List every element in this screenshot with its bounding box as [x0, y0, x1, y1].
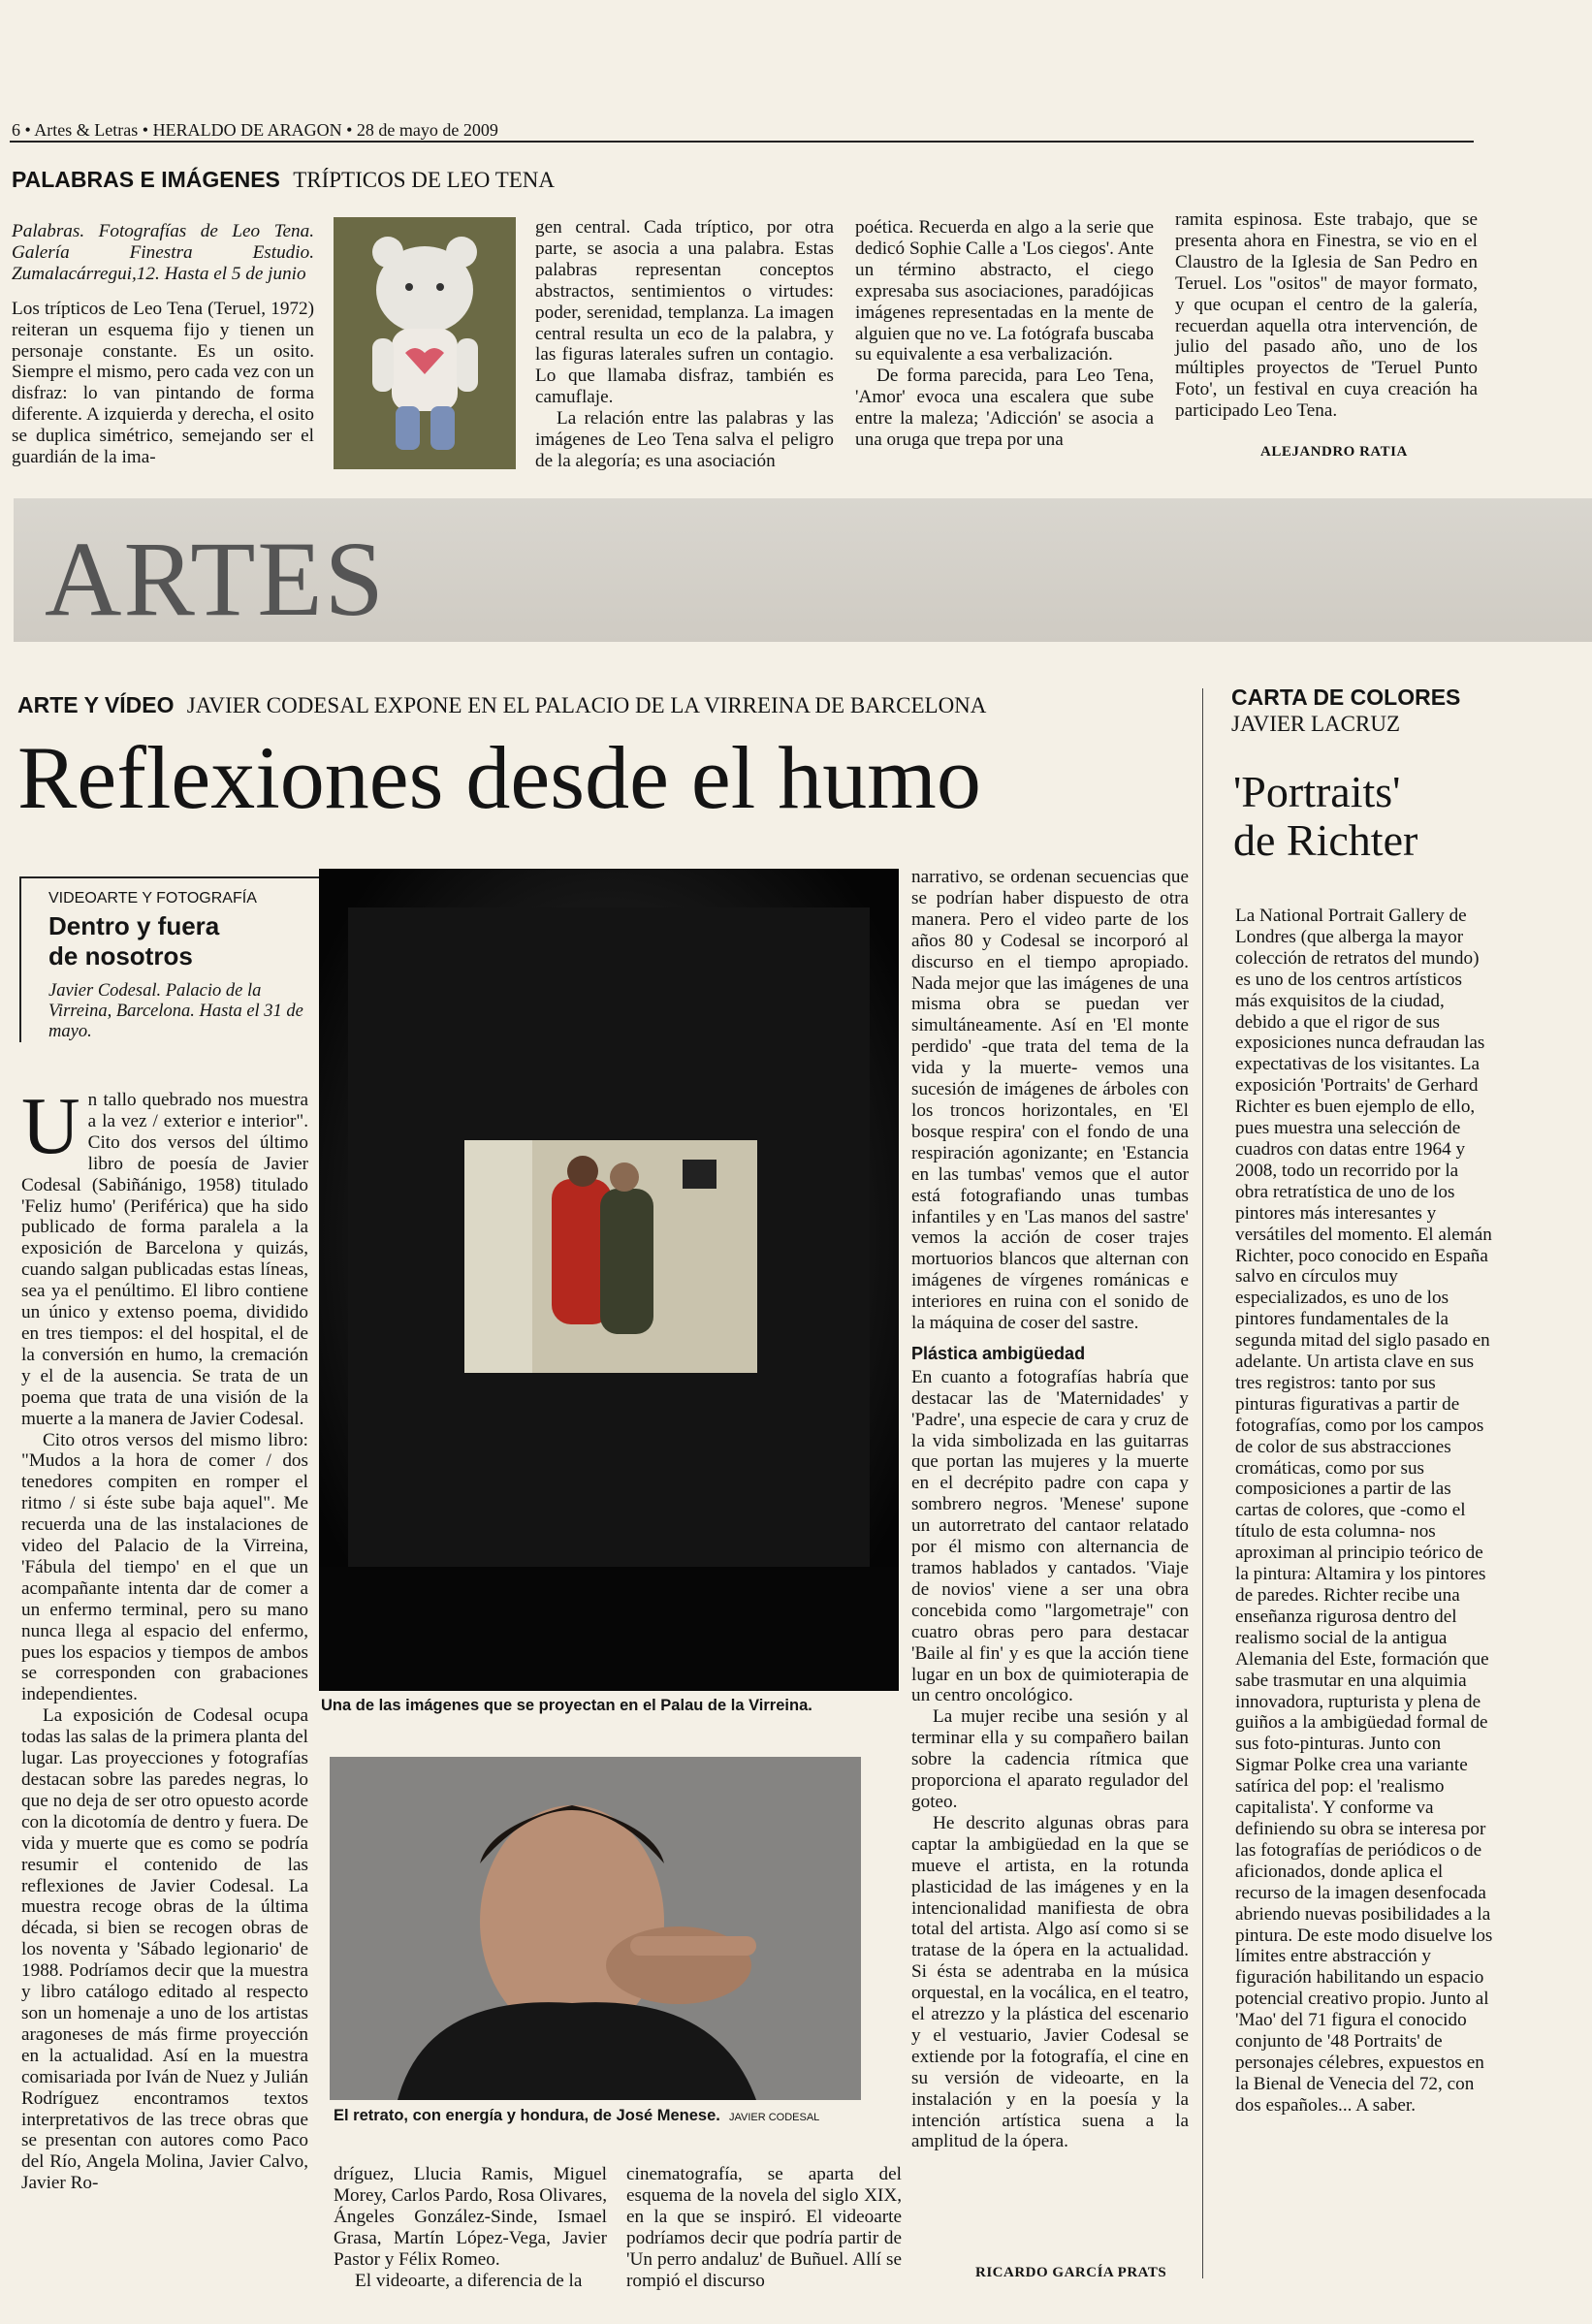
top-col2-p1: gen central. Cada tríptico, por otra parte, se asocia a una palabra. Estas palabras representan conceptos abstractos, sentimientos o virtudes: poder, serenidad, templanza. La imagen central resulta un eco de la palabra, y las figuras laterales sufren un contagio. Lo que llamaba disfraz, también es camuflaje.: [535, 217, 834, 408]
sidebar-kicker: CARTA DE COLORES: [1231, 684, 1461, 710]
main-col2: [334, 2164, 607, 2291]
box-title-1: Dentro y fuera: [48, 911, 220, 940]
sidebar-body-text: La National Portrait Gallery de Londres (que alberga la mayor colección de retratos del mundo) es uno de los centros artísticos más exquisitos de la ciudad, debido a que el rigor de sus exposiciones nunca defraudan las expectativas de los visitantes. La exposición 'Portraits' de Gerhard Richter es buen ejemplo de ello, pues muestra una selección de cuadros con datas entre 1964 y 2008, todo un recorrido por la obra retratística de uno de los pintores más interesantes y versátiles del momento. El alemán Richter, poco conocido en España salvo en círculos muy especializados, es uno de los pintores fundamentales de la segunda mitad del siglo pasado en adelante. Un artista clave en sus tres registros: tanto por sus pinturas figurativas a partir de fotografías, como por los campos de color de sus abstracciones cromáticas, como por sus composiciones a partir de las cartas de colores, que -como el título de esta columna- nos aproximan al principio teórico de la pintura: Altamira y los pintores de paredes. Richter recibe una enseñanza rigurosa dentro del realismo social de la antigua Alemania del Este, formación que sabe trasmutar en una alquimia innovadora, rupturista y plena de guiños a la ambigüedad formal de sus foto-pinturas. Junto con Sigmar Polke crea una variante satírica del pop: el 'realismo capitalista'. Y conforme va definiendo su obra se interesa por las fotografías de periódicos o de aficionados, donde aplica el recurso de la imagen desenfocada abriendo nuevas posibilidades a la pintura. De este modo disuelve los límites entre abstracción y figuración habilitando un espacio potencial creativo propio. Junto al 'Mao' del 71 figura el conocido conjunto de '48 Portraits' de personajes célebres, expuestos en la Bienal de Venecia del 72, con dos españoles... A saber.: [1235, 906, 1493, 2116]
main-col4-p4: He descrito algunas obras para captar la ambigüedad en la que se mueve el artista, en la rotunda plasticidad de las imágenes y en la intencionalidad manifiesta de obra total del artista. Algo así como si se tratase de la ópera en la actualidad. Si ésta se adentraba en la música orquestal, en la vocálica, en el teatro, el atrezzo y la plástica del escenario y el vestuario, Javier Codesal se extiende por la fotografía, el cine en su versión de videoarte, en la instalación y en la poesía y la intención artística suena a la amplitud de la ópera.: [911, 1812, 1189, 2152]
top-article-col4: [1175, 209, 1478, 422]
main-article-kicker: [17, 692, 986, 718]
main-col1-p1-text: n tallo quebrado nos muestra a la vez / exterior e interior". Cito dos versos del último libro de poesía de Javier Codesal (Sabiñánigo, 1958) titulado 'Feliz humo' (Periférica) que ha sido publicado de forma paralela a la exposición de Barcelona y quizás, cuando salgan publicadas estas líneas, sea ya el penúltimo. El libro contiene un único y extenso poema, dividido en tres tiempos: el del hospital, el de la conversión en humo, la cremación y el de la ausencia. Se trata de un poema que trata de una visión de la muerte a la manera de Javier Codesal.: [21, 1090, 308, 1429]
headline: Reflexiones desde el humo: [17, 728, 981, 827]
info-box: [19, 876, 326, 1042]
bear-photo: [334, 217, 516, 469]
main-col2-p1: dríguez, Llucia Ramis, Miguel Morey, Carlos Pardo, Rosa Olivares, Ángeles González-Sinde, Ismael Grasa, Martín López-Vega, Javier Pastor y Félix Romeo.: [334, 2164, 607, 2270]
top-author: ALEJANDRO RATIA: [1260, 444, 1408, 460]
caption-2-text: El retrato, con energía y hondura, de José Menese.: [334, 2107, 720, 2124]
box-info: Javier Codesal. Palacio de la Virreina, Barcelona. Hasta el 31 de mayo.: [48, 981, 303, 1041]
sidebar-title-1: 'Portraits': [1233, 767, 1401, 816]
caption-2-credit: JAVIER CODESAL: [728, 2112, 820, 2123]
sidebar-title-2: de Richter: [1233, 815, 1418, 865]
sidebar-columnist: JAVIER LACRUZ: [1231, 712, 1401, 736]
section-banner: [14, 498, 1592, 642]
main-kicker-bold: ARTE Y VÍDEO: [17, 692, 175, 717]
kicker-rest: TRÍPTICOS DE LEO TENA: [293, 168, 556, 192]
main-kicker-rest: JAVIER CODESAL EXPONE EN EL PALACIO DE LA VIRREINA DE BARCELONA: [186, 693, 987, 717]
caption-2: [334, 2106, 819, 2125]
kicker-bold: PALABRAS E IMÁGENES: [12, 167, 280, 192]
main-col3-p1: cinematografía, se aparta del esquema de la novela del siglo XIX, en la que se inspiró. El videoarte podríamos decir que podría partir de 'Un perro andaluz' de Buñuel. Allí se rompió el discurso: [626, 2164, 902, 2291]
main-col2-p2: El videoarte, a diferencia de la: [355, 2270, 583, 2291]
top-col4-text: ramita espinosa. Este trabajo, que se presenta ahora en Finestra, se vio en el Claustro de la Iglesia de San Pedro en Teruel. Los "ositos" de mayor formato, y que ocupan el centro de la galería, recuerdan aquella otra intervención, de julio del pasado año, uno de los múltiples proyectos de 'Teruel Punto Foto', un festival en cuya creación ha participado Leo Tena.: [1175, 209, 1478, 422]
top-article-col1: [12, 221, 314, 468]
sidebar-rule: [1202, 688, 1203, 2278]
sidebar-body: [1235, 906, 1493, 2117]
main-col4-p3: La mujer recibe una sesión y al terminar ella y su compañero bailan sobre la cadencia rítmica que proporciona el aparato regulador del goteo.: [911, 1706, 1189, 1812]
main-col1-p3: La exposición de Codesal ocupa todas las salas de la primera planta del lugar. Las proyecciones y fotografías destacan sobre las paredes negras, lo que no deja de ser otro opuesto acorde con la dicotomía de dentro y fuera. De vida y muerte que es como se podría resumir el contenido de las reflexiones de Javier Codesal. La muestra recoge obras de la última década, si bien se recogen obras de los noventa y 'Sábado legionario' de 1988. Podríamos decir que la muestra y libro catálogo editado al respecto son un homenaje a uno de los artistas aragoneses de más firme proyección en la actualidad. Así en la muestra comisariada por Iván de Nuez y Julián Rodríguez encontramos textos interpretativos de las trece obras que se presentan con autores como Paco del Río, Angela Molina, Javier Calvo, Javier Ro-: [21, 1705, 308, 2194]
header-rule: [10, 141, 1474, 143]
top-article-col3: [855, 217, 1154, 451]
main-col3: [626, 2164, 902, 2291]
top-article-col2: [535, 217, 834, 472]
dropcap: U: [21, 1081, 80, 1171]
main-col1-p1: [21, 1081, 308, 1430]
main-col1-p2: Cito otros versos del mismo libro: "Mudos a la hora de comer / dos tenedores compiten en romper el ritmo / si éste sube baja aquel". Me recuerda una de las instalaciones de video del Palacio de la Virreina, 'Fábula del tiempo' en el que un acompañante intenta dar de comer a un enfermo terminal, pero su mano nunca llega al espacio del enfermo, pues los espacios y tiempos de ambos se corresponden con grabaciones independientes.: [21, 1429, 308, 1705]
section-banner-title: ARTES: [45, 520, 386, 638]
main-col4-p2: En cuanto a fotografías habría que destacar las de 'Maternidades' y 'Padre', una especie de cara y cruz de la vida simbolizada en las guitarras que portan las mujeres y la muerte en el decrépito padre con capa y sombrero negros. 'Menese' supone un autorretrato del cantaor relatado por él mismo con alternancia de tramos hablados y cantados. 'Viaje de novios' viene a ser una obra concebida como "largometraje" con cuatro obras pero para destacar 'Baile al fin' y es que la acción tiene lugar en un box de quimioterapia de un centro oncológico.: [911, 1366, 1189, 1706]
top-col3-p1: poética. Recuerda en algo a la serie que dedicó Sophie Calle a 'Los ciegos'. Ante un término abstracto, el ciego expresaba sus asociaciones, paradójicas imágenes representadas en la mente de alguien que no ve. La fotógrafa buscaba su equivalente a esa verbalización.: [855, 217, 1154, 366]
top-col1-text: Los trípticos de Leo Tena (Teruel, 1972) reiteran un esquema fijo y tienen un personaje constante. Es un osito. Siempre el mismo, pero cada vez con un disfraz: lo van pintando de forma diferente. A izquierda y derecha, el osito se duplica simétrico, semejando ser el guardián de la ima-: [12, 298, 314, 468]
caption-1: Una de las imágenes que se proyectan en el Palau de la Virreina.: [321, 1697, 812, 1714]
top-col2-p2: La relación entre las palabras y las imágenes de Leo Tena salva el peligro de la alegoría; es una asociación: [535, 408, 834, 471]
top-col3-p2: De forma parecida, para Leo Tena, 'Amor' evoca una escalera que sube entre la maleza; 'Adicción' se asocia a una oruga que trepa por una: [855, 366, 1154, 451]
video-still-photo: [319, 869, 899, 1691]
bear-figure-icon: [334, 217, 516, 469]
box-title-2: de nosotros: [48, 941, 193, 971]
main-col4-subhead: Plástica ambigüedad: [911, 1343, 1086, 1363]
main-col1: [21, 1081, 308, 2194]
sidebar-title: [1233, 768, 1417, 865]
main-author: RICARDO GARCÍA PRATS: [975, 2265, 1167, 2280]
running-header: 6 • Artes & Letras • HERALDO DE ARAGON • 28 de mayo de 2009: [12, 120, 498, 140]
main-col4: [911, 867, 1189, 2152]
top-info: Palabras. Fotografías de Leo Tena. Galería Finestra Estudio. Zumalacárregui,12. Hasta el 5 de junio: [12, 221, 314, 284]
projection-room-icon: [319, 869, 899, 1691]
portrait-figure-icon: [330, 1757, 861, 2100]
main-col4-p1: narrativo, se ordenan secuencias que se podrían haber dispuesto de otra manera. Pero el video parte de los años 80 y Codesal se incorporó al discurso en el tiempo apropiado. Nada mejor que las imágenes de una misma obra se puedan ver simultáneamente. Así en 'El monte perdido' -que trata del tema de la vida y la muerte- vemos una sucesión de imágenes de árboles con los troncos horizontales, en 'El bosque respira' con el fondo de una respiración agonizante; en 'Estancia en las tumbas' vemos que el autor está fotografiando unas tumbas infantiles y en 'Las manos del sastre' vemos la acción de coser trajes mortuorios blancos que alternan con imágenes de vírgenes románicas e interiores en ruina con el sonido de la máquina de coser del sastre.: [911, 867, 1189, 1334]
top-article-kicker: [12, 167, 555, 193]
portrait-photo: [330, 1757, 861, 2100]
box-label: VIDEOARTE Y FOTOGRAFÍA: [48, 890, 257, 907]
